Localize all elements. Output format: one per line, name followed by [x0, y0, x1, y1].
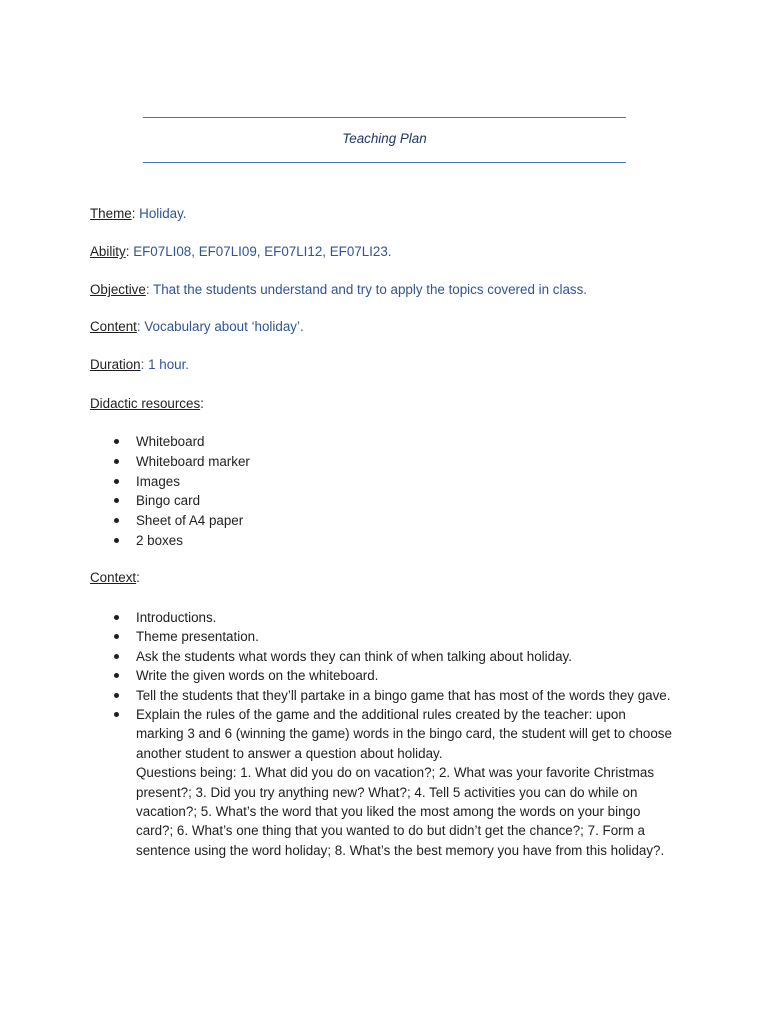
list-item: Bingo card: [0, 491, 676, 511]
resources-heading: [90, 395, 204, 413]
duration-value: 1 hour.: [144, 357, 190, 372]
title-rule-bottom: [143, 162, 626, 163]
objective-field: [90, 281, 587, 299]
resources-colon: :: [200, 396, 204, 411]
context-heading: [90, 569, 140, 587]
context-list: [0, 608, 676, 860]
list-item: Tell the students that they’ll partake in a bingo game that has most of the words they gave.: [0, 686, 676, 705]
resources-list: [0, 432, 676, 551]
ability-value: EF07LI08, EF07LI09, EF07LI12, EF07LI23.: [129, 244, 392, 259]
list-item: Sheet of A4 paper: [0, 511, 676, 531]
duration-field: [90, 356, 189, 374]
list-item: Whiteboard marker: [0, 452, 676, 472]
content-value: Vocabulary about ‘holiday’.: [140, 319, 304, 334]
title-rule-top: [143, 117, 626, 118]
theme-field: [90, 205, 187, 223]
list-item: 2 boxes: [0, 531, 676, 551]
list-item: Whiteboard: [0, 432, 676, 452]
content-label: Content: [90, 319, 137, 334]
list-item-rules: [0, 705, 676, 860]
objective-label: Objective: [90, 282, 146, 297]
theme-colon: :: [131, 206, 136, 221]
document-title: Teaching Plan: [342, 131, 427, 146]
list-item: Introductions.: [0, 608, 676, 627]
list-item: Theme presentation.: [0, 627, 676, 646]
content-colon: :: [136, 319, 141, 334]
ability-field: [90, 243, 392, 261]
context-label: Context: [90, 570, 137, 585]
theme-value: Holiday.: [135, 206, 187, 221]
list-item: Ask the students what words they can think of when talking about holiday.: [0, 647, 676, 666]
ability-label: Ability: [90, 244, 126, 259]
questions-text: Questions being: 1. What did you do on vacation?; 2. What was your favorite Christmas present?; 3. Did you try anything new? What?; 4. Tell 5 activities you can do while on vacation?; 5. What’s the word that you liked the most among the words on your bingo card?; 6. What’s one thing that you wanted to do but didn’t get the chance?; 7. Form a sentence using the word holiday; 8. What’s the best memory you have from this holiday?.: [136, 765, 665, 858]
list-item: Write the given words on the whiteboard.: [0, 666, 676, 685]
duration-label: Duration: [90, 357, 141, 372]
content-field: [90, 318, 304, 336]
duration-colon: :: [140, 357, 145, 372]
context-colon: :: [136, 570, 140, 585]
ability-colon: :: [125, 244, 130, 259]
theme-label: Theme: [90, 206, 132, 221]
resources-label: Didactic resources: [90, 396, 201, 411]
list-item: Images: [0, 472, 676, 492]
objective-value: That the students understand and try to apply the topics covered in class.: [149, 282, 588, 297]
rules-text: Explain the rules of the game and the additional rules created by the teacher: upon marking 3 and 6 (winning the game) words in the bingo card, the student will get to choose another student to answer a question about holiday.: [136, 707, 672, 761]
objective-colon: :: [145, 282, 150, 297]
